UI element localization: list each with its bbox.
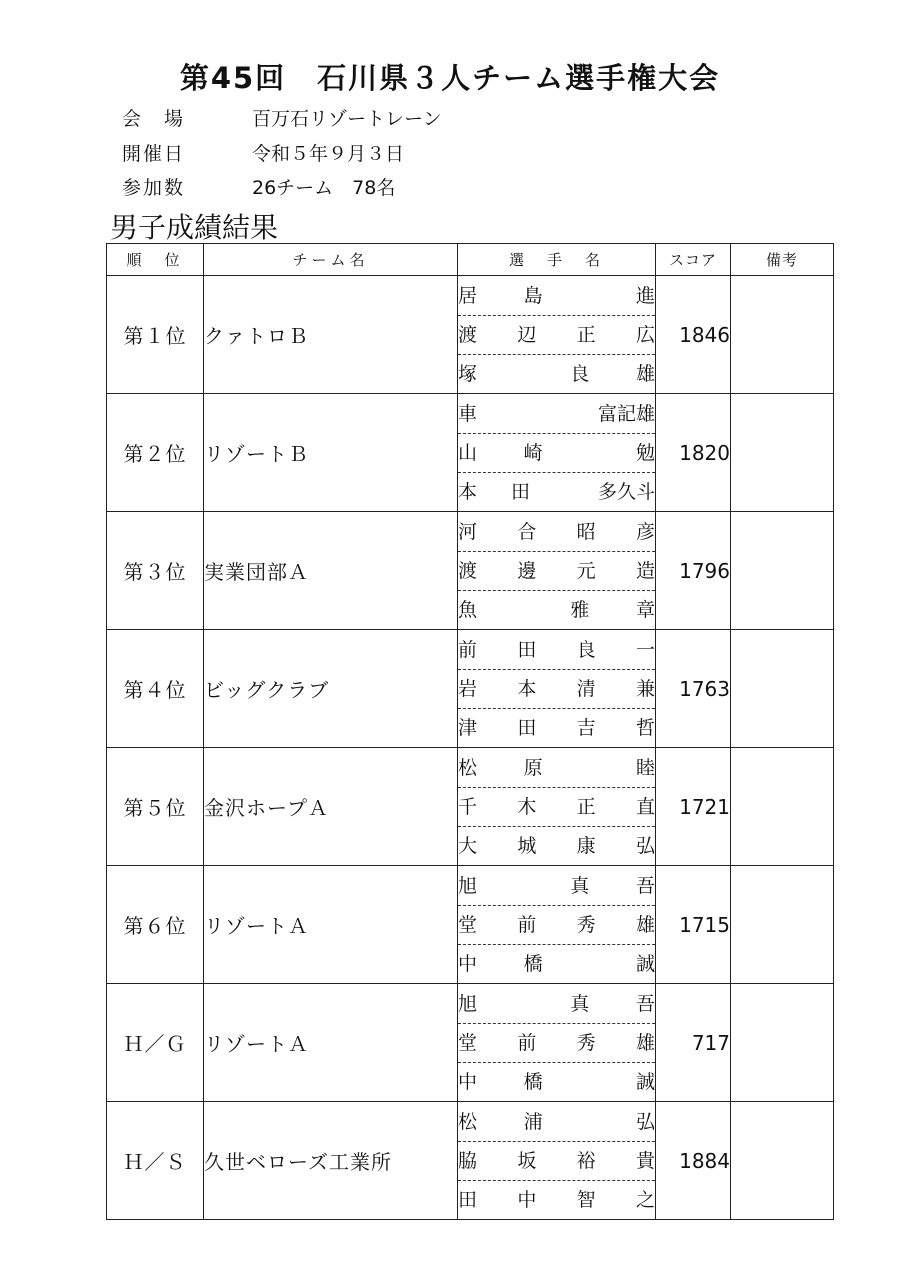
player-name-part: 田 <box>511 480 531 503</box>
player-name-part: 城 <box>517 834 537 857</box>
date-value: 令和５年９月３日 <box>252 143 405 165</box>
player-name <box>458 905 655 944</box>
player-name-part: 島 <box>523 284 543 307</box>
participants-row <box>122 173 395 200</box>
player-name-part: 広 <box>635 323 655 346</box>
team-header: チーム名 <box>204 244 458 276</box>
player-name-part: 岩 <box>458 677 478 700</box>
player-name <box>458 787 655 826</box>
rank-cell: 第４位 <box>107 630 204 748</box>
players-cell <box>458 394 656 512</box>
team-name-cell: リゾートＡ <box>204 866 458 984</box>
player-name <box>458 944 655 983</box>
player-name <box>458 395 655 433</box>
player-name-part: 昭 <box>576 520 596 543</box>
player-name <box>458 1103 655 1141</box>
player-name-part: 真 <box>570 992 590 1015</box>
rank-cell: 第５位 <box>107 748 204 866</box>
team-name-cell: 久世ベローズ工業所 <box>204 1102 458 1220</box>
player-name-part: 吾 <box>635 874 655 897</box>
player-name-part: 邊 <box>517 559 537 582</box>
player-name-part: 良 <box>576 638 596 661</box>
table-row <box>107 748 834 866</box>
player-name <box>458 433 655 472</box>
player-name-part: 良 <box>570 362 590 385</box>
player-name-part: 一 <box>635 638 655 661</box>
player-name-part: 田 <box>458 1188 478 1211</box>
player-name-part: 脇 <box>458 1149 478 1172</box>
player-name-part: 松 <box>458 756 478 779</box>
venue-label: 会 場 <box>122 108 186 130</box>
player-name-part: 彦 <box>635 520 655 543</box>
player-name-part: 橋 <box>523 952 543 975</box>
player-name-part: 多久斗 <box>597 480 655 503</box>
player-name <box>458 1023 655 1062</box>
player-name-part: 本 <box>458 480 478 503</box>
notes-cell <box>731 276 834 394</box>
player-name-part: 木 <box>517 795 537 818</box>
player-name <box>458 551 655 590</box>
team-name-cell: 金沢ホープＡ <box>204 748 458 866</box>
player-name-part: 坂 <box>517 1149 537 1172</box>
player-name <box>458 1141 655 1180</box>
player-name-part: 前 <box>517 913 537 936</box>
table-header-row <box>107 244 834 276</box>
player-name <box>458 472 655 511</box>
player-name-part: 誠 <box>635 952 655 975</box>
notes-cell <box>731 394 834 512</box>
player-name-part: 辺 <box>517 323 537 346</box>
notes-cell <box>731 630 834 748</box>
table-row <box>107 394 834 512</box>
player-name-part: 睦 <box>635 756 655 779</box>
player-name-part: 田 <box>517 716 537 739</box>
player-name <box>458 749 655 787</box>
player-name-part: 魚 <box>458 598 478 621</box>
score-cell: 717 <box>656 984 731 1102</box>
player-name-part: 堂 <box>458 913 478 936</box>
team-name-cell: ビッグクラブ <box>204 630 458 748</box>
rank-cell: Ｈ／Ｓ <box>107 1102 204 1220</box>
team-name-cell: 実業団部Ａ <box>204 512 458 630</box>
participants-value: 26チーム 78名 <box>252 177 396 199</box>
player-name-part: 章 <box>635 598 655 621</box>
player-name-part: 中 <box>517 1188 537 1211</box>
notes-cell <box>731 1102 834 1220</box>
table-row <box>107 1102 834 1220</box>
date-row <box>122 139 404 166</box>
player-name-part: 裕 <box>576 1149 596 1172</box>
table-row <box>107 276 834 394</box>
score-header: スコア <box>656 244 731 276</box>
player-name <box>458 590 655 629</box>
table-row <box>107 630 834 748</box>
player-name-part: 正 <box>576 323 596 346</box>
notes-cell <box>731 512 834 630</box>
score-cell: 1721 <box>656 748 731 866</box>
player-name-part: 哲 <box>635 716 655 739</box>
participants-label: 参加数 <box>122 177 186 199</box>
team-name-cell: リゾートＡ <box>204 984 458 1102</box>
score-cell: 1715 <box>656 866 731 984</box>
player-name-part: 造 <box>635 559 655 582</box>
venue-row <box>122 104 442 131</box>
player-name-part: 塚 <box>458 362 478 385</box>
player-name-part: 松 <box>458 1110 478 1133</box>
player-name-part: 康 <box>576 834 596 857</box>
players-cell <box>458 1102 656 1220</box>
player-name-part: 貴 <box>635 1149 655 1172</box>
player-name-part: 富記雄 <box>597 402 655 425</box>
player-name <box>458 277 655 315</box>
player-name <box>458 1180 655 1219</box>
player-name <box>458 631 655 669</box>
player-name-part: 雅 <box>570 598 590 621</box>
players-header: 選 手 名 <box>458 244 656 276</box>
player-name-part: 崎 <box>523 441 543 464</box>
player-name-part: 兼 <box>635 677 655 700</box>
venue-value: 百万石リゾートレーン <box>252 108 442 130</box>
rank-cell: 第６位 <box>107 866 204 984</box>
table-row <box>107 512 834 630</box>
players-cell <box>458 512 656 630</box>
player-name-part: 誠 <box>635 1070 655 1093</box>
player-name-part: 雄 <box>635 362 655 385</box>
player-name <box>458 669 655 708</box>
players-cell <box>458 276 656 394</box>
team-name-cell: リゾートＢ <box>204 394 458 512</box>
player-name-part: 正 <box>576 795 596 818</box>
players-cell <box>458 984 656 1102</box>
rank-cell: 第１位 <box>107 276 204 394</box>
player-name-part: 直 <box>635 795 655 818</box>
player-name-part: 弘 <box>635 834 655 857</box>
notes-header: 備考 <box>731 244 834 276</box>
player-name <box>458 1062 655 1101</box>
player-name-part: 秀 <box>576 913 596 936</box>
score-cell: 1846 <box>656 276 731 394</box>
player-name <box>458 513 655 551</box>
section-title: 男子成績結果 <box>110 211 279 244</box>
notes-cell <box>731 984 834 1102</box>
player-name-part: 智 <box>576 1188 596 1211</box>
player-name-part: 橋 <box>523 1070 543 1093</box>
player-name-part: 中 <box>458 1070 478 1093</box>
player-name-part: 雄 <box>635 913 655 936</box>
table-row <box>107 866 834 984</box>
table-row <box>107 984 834 1102</box>
player-name <box>458 826 655 865</box>
player-name <box>458 708 655 747</box>
player-name-part: 津 <box>458 716 478 739</box>
score-cell: 1763 <box>656 630 731 748</box>
player-name-part: 真 <box>570 874 590 897</box>
notes-cell <box>731 866 834 984</box>
player-name-part: 原 <box>523 756 543 779</box>
player-name-part: 秀 <box>576 1031 596 1054</box>
results-table <box>106 243 834 1220</box>
score-cell: 1884 <box>656 1102 731 1220</box>
player-name-part: 弘 <box>635 1110 655 1133</box>
score-cell: 1796 <box>656 512 731 630</box>
score-cell: 1820 <box>656 394 731 512</box>
date-label: 開催日 <box>122 143 186 165</box>
player-name-part: 吉 <box>576 716 596 739</box>
rank-cell: 第３位 <box>107 512 204 630</box>
player-name-part: 元 <box>576 559 596 582</box>
player-name <box>458 867 655 905</box>
player-name-part: 進 <box>635 284 655 307</box>
player-name-part: 浦 <box>523 1110 543 1133</box>
player-name <box>458 354 655 393</box>
player-name-part: 河 <box>458 520 478 543</box>
player-name-part: 合 <box>517 520 537 543</box>
player-name-part: 前 <box>458 638 478 661</box>
player-name-part: 渡 <box>458 323 478 346</box>
player-name-part: 雄 <box>635 1031 655 1054</box>
player-name-part: 旭 <box>458 992 478 1015</box>
player-name-part: 千 <box>458 795 478 818</box>
player-name-part: 旭 <box>458 874 478 897</box>
player-name-part: 山 <box>458 441 478 464</box>
player-name-part: 大 <box>458 834 478 857</box>
player-name-part: 中 <box>458 952 478 975</box>
player-name-part: 前 <box>517 1031 537 1054</box>
rank-cell: Ｈ／Ｇ <box>107 984 204 1102</box>
page-title: 第45回 石川県３人チーム選手権大会 <box>179 61 721 95</box>
player-name <box>458 985 655 1023</box>
player-name-part: 居 <box>458 284 478 307</box>
player-name-part: 勉 <box>635 441 655 464</box>
player-name-part: 渡 <box>458 559 478 582</box>
player-name-part: 清 <box>576 677 596 700</box>
player-name-part: 本 <box>517 677 537 700</box>
player-name-part: 吾 <box>635 992 655 1015</box>
player-name-part: 堂 <box>458 1031 478 1054</box>
player-name <box>458 315 655 354</box>
players-cell <box>458 748 656 866</box>
player-name-part: 之 <box>635 1188 655 1211</box>
players-cell <box>458 630 656 748</box>
rank-header: 順 位 <box>107 244 204 276</box>
team-name-cell: クァトロＢ <box>204 276 458 394</box>
player-name-part: 車 <box>458 402 478 425</box>
rank-cell: 第２位 <box>107 394 204 512</box>
players-cell <box>458 866 656 984</box>
notes-cell <box>731 748 834 866</box>
player-name-part: 田 <box>517 638 537 661</box>
